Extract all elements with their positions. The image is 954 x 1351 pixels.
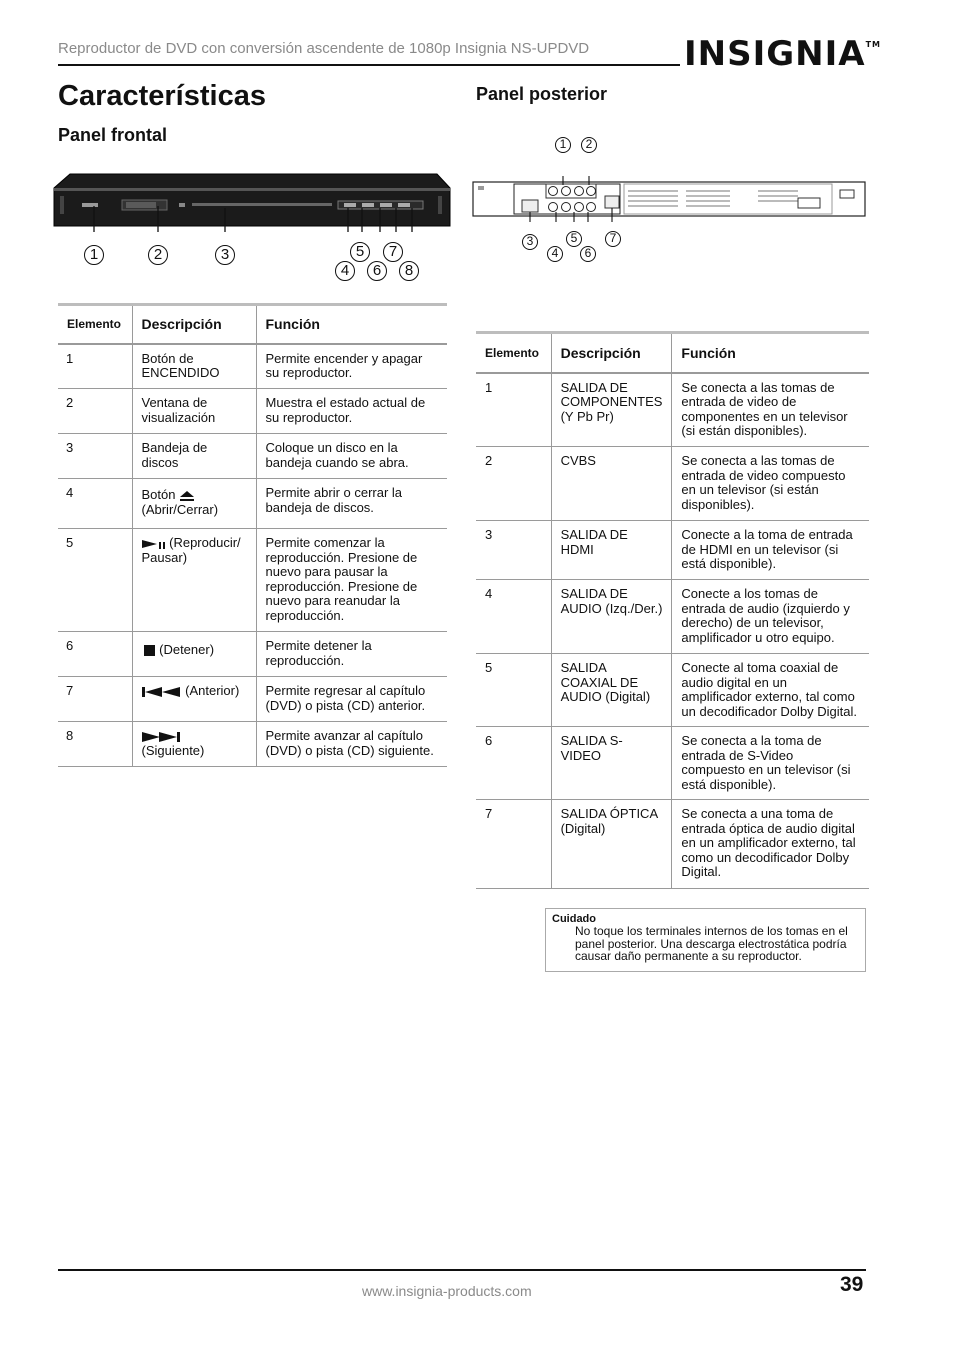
table-row: 1 Botón de ENCENDIDO Permite encender y apagar su reproductor. bbox=[58, 344, 447, 389]
column-header-descripcion: Descripción bbox=[551, 333, 672, 373]
rear-panel-table bbox=[476, 331, 869, 889]
caution-title: Cuidado bbox=[552, 913, 596, 925]
table-row: 8 (Siguiente) Permite avanzar al capítulo (DVD) o pista (CD) siguiente. bbox=[58, 722, 447, 767]
rear-callout-6: 6 bbox=[580, 246, 596, 262]
eject-icon bbox=[179, 490, 195, 502]
caution-text: No toque los terminales internos de los tomas en el panel posterior. Una descarga electrostática podría causar daño permanente a su reproductor. bbox=[575, 924, 848, 963]
table-row: 6 SALIDA S-VIDEO Se conecta a la toma de entrada de S-Video compuesto en un televisor (si está disponible). bbox=[476, 727, 869, 800]
table-row: 5 (Reproducir/ Pausar) Permite comenzar la reproducción. Presione de nuevo para pausar la reproducción. Presione de nuevo para reanudar la reproducción. bbox=[58, 529, 447, 632]
front-panel-illustration bbox=[52, 170, 452, 232]
column-header-elemento: Elemento bbox=[58, 305, 132, 344]
previous-icon bbox=[142, 687, 182, 697]
table-row: 2 CVBS Se conecta a las tomas de entrada de video compuesto en un televisor (si están disponibles). bbox=[476, 447, 869, 521]
column-header-descripcion: Descripción bbox=[132, 305, 256, 344]
front-callout-8: 8 bbox=[399, 261, 419, 281]
rear-callout-1: 1 bbox=[555, 137, 571, 153]
stop-icon bbox=[142, 645, 156, 657]
play-pause-icon bbox=[142, 539, 166, 549]
header-rule bbox=[58, 64, 680, 66]
table-row: 7 (Anterior) Permite regresar al capítulo (DVD) o pista (CD) anterior. bbox=[58, 677, 447, 722]
front-callout-5: 5 bbox=[350, 242, 370, 262]
rear-callout-7: 7 bbox=[605, 231, 621, 247]
front-callout-4: 4 bbox=[335, 261, 355, 281]
footer-url: www.insignia-products.com bbox=[362, 1283, 532, 1299]
table-row: 7 SALIDA ÓPTICA (Digital) Se conecta a una toma de entrada óptica de audio digital en un amplificador externo, tal como un decodificador Dolby Digital. bbox=[476, 800, 869, 889]
next-icon bbox=[142, 732, 182, 742]
page-number: 39 bbox=[840, 1273, 864, 1296]
brand-logo: INSIGNIA™ bbox=[684, 34, 881, 74]
table-row: 3 SALIDA DE HDMI Conecte a la toma de entrada de HDMI en un televisor (si está disponible). bbox=[476, 521, 869, 580]
front-callout-2: 2 bbox=[148, 245, 168, 265]
front-callout-3: 3 bbox=[215, 245, 235, 265]
footer-rule bbox=[58, 1269, 866, 1271]
rear-panel-illustration bbox=[472, 176, 866, 222]
table-row: 4 SALIDA DE AUDIO (Izq./Der.) Conecte a los tomas de entrada de audio (izquierdo y derecho) de un televisor, amplificador u otro equipo. bbox=[476, 580, 869, 654]
rear-callout-3: 3 bbox=[522, 234, 538, 250]
front-callout-1: 1 bbox=[84, 245, 104, 265]
table-row: 5 SALIDA COAXIAL DE AUDIO (Digital) Conecte al toma coaxial de audio digital en un amplificador externo, tal como un decodificador Dolby Digital. bbox=[476, 654, 869, 727]
table-row: 3 Bandeja de discos Coloque un disco en la bandeja cuando se abra. bbox=[58, 434, 447, 479]
front-panel-title: Panel frontal bbox=[58, 125, 168, 145]
caution-box bbox=[545, 908, 866, 972]
rear-panel-title: Panel posterior bbox=[476, 84, 608, 104]
front-callout-7: 7 bbox=[383, 242, 403, 262]
page-title: Características bbox=[58, 80, 266, 112]
table-row: 6 (Detener) Permite detener la reproducción. bbox=[58, 632, 447, 677]
column-header-elemento: Elemento bbox=[476, 333, 551, 373]
rear-callout-4: 4 bbox=[547, 246, 563, 262]
table-row: 1 SALIDA DE COMPONENTES (Y Pb Pr) Se conecta a las tomas de entrada de video de componentes en un televisor (si están disponibles). bbox=[476, 373, 869, 447]
front-panel-table bbox=[58, 303, 447, 767]
front-callout-6: 6 bbox=[367, 261, 387, 281]
column-header-funcion: Función bbox=[672, 333, 869, 373]
rear-callout-5: 5 bbox=[566, 231, 582, 247]
table-row: 2 Ventana de visualización Muestra el estado actual de su reproductor. bbox=[58, 389, 447, 434]
running-header: Reproductor de DVD con conversión ascendente de 1080p Insignia NS-UPDVD bbox=[58, 40, 590, 57]
column-header-funcion: Función bbox=[256, 305, 447, 344]
rear-callout-2: 2 bbox=[581, 137, 597, 153]
table-row: 4 Botón (Abrir/Cerrar) Permite abrir o cerrar la bandeja de discos. bbox=[58, 479, 447, 529]
